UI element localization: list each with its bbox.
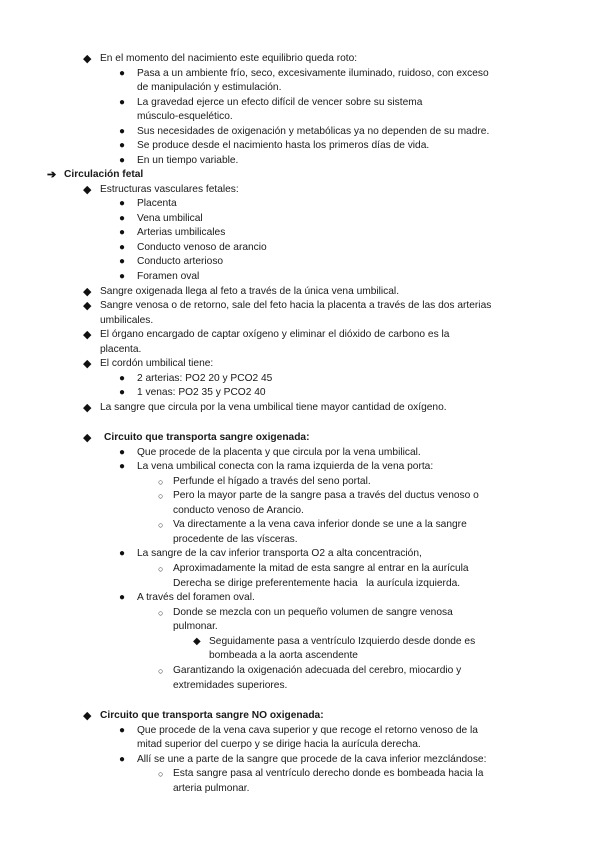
list-item-text: Aproximadamente la mitad de esta sangre al entrar en la aurícula [173, 563, 469, 574]
dot-bullet-icon: ● [119, 155, 126, 166]
list-item-text: Foramen oval [137, 271, 200, 282]
diamond-bullet-icon: ◆ [83, 402, 92, 414]
dot-bullet-icon: ● [119, 548, 126, 559]
list-item [0, 547, 600, 561]
arrow-right-icon: ➔ [47, 169, 57, 181]
list-item-text: Conducto arterioso [137, 256, 224, 267]
dot-bullet-icon: ● [119, 461, 126, 472]
list-item [0, 212, 600, 226]
circle-bullet-icon: ○ [158, 491, 164, 501]
list-item [0, 767, 600, 781]
list-item-continuation [0, 81, 600, 95]
list-item [0, 67, 600, 81]
dot-bullet-icon: ● [119, 754, 126, 765]
list-item-text: La sangre que circula por la vena umbilical tiene mayor cantidad de oxígeno. [100, 402, 447, 413]
list-item [0, 139, 600, 153]
list-item-text: Estructuras vasculares fetales: [100, 184, 239, 195]
diamond-bullet-icon: ◆ [83, 53, 92, 65]
list-item-text: umbilicales. [100, 315, 154, 326]
list-item-text: Vena umbilical [137, 213, 203, 224]
dot-bullet-icon: ● [119, 213, 126, 224]
list-item-continuation [0, 620, 600, 634]
dot-bullet-icon: ● [119, 387, 126, 398]
list-item-text: Conducto venoso de arancio [137, 242, 267, 253]
diamond-bullet-icon: ◆ [83, 710, 92, 722]
dot-bullet-icon: ● [119, 256, 126, 267]
list-item-continuation [0, 577, 600, 591]
dot-bullet-icon: ● [119, 68, 126, 79]
section-heading [0, 168, 600, 182]
diamond-bullet-icon: ◆ [83, 432, 92, 444]
list-item-text: 2 arterias: PO2 20 y PCO2 45 [137, 373, 273, 384]
list-item-text: Garantizando la oxigenación adecuada del cerebro, miocardio y [173, 665, 462, 676]
list-item-text: El órgano encargado de captar oxígeno y eliminar el dióxido de carbono es la [100, 329, 450, 340]
list-item-text: Que procede de la placenta y que circula por la vena umbilical. [137, 447, 421, 458]
list-item-continuation [0, 343, 600, 357]
list-item [0, 664, 600, 678]
list-item-text: Sangre oxigenada llega al feto a través de la única vena umbilical. [100, 286, 400, 297]
list-item [0, 357, 600, 371]
dot-bullet-icon: ● [119, 242, 126, 253]
diamond-bullet-icon: ◆ [83, 358, 92, 370]
list-item [0, 401, 600, 415]
list-item-continuation [0, 314, 600, 328]
diamond-bullet-icon: ◆ [83, 184, 92, 196]
diamond-bullet-icon: ◆ [83, 329, 92, 341]
list-item-text: Que procede de la vena cava superior y que recoge el retorno venoso de la [137, 725, 478, 736]
dot-bullet-icon: ● [119, 126, 126, 137]
list-item-text: Sus necesidades de oxigenación y metabólicas ya no dependen de su madre. [137, 126, 490, 137]
list-item [0, 183, 600, 197]
list-item-text: Va directamente a la vena cava inferior donde se une a la sangre [173, 519, 467, 530]
list-item [0, 606, 600, 620]
list-item-text: A través del foramen oval. [137, 592, 255, 603]
list-item-text: Pasa a un ambiente frío, seco, excesivamente iluminado, ruidoso, con exceso [137, 68, 489, 79]
dot-bullet-icon: ● [119, 198, 126, 209]
list-item-text: de manipulación y estimulación. [137, 82, 282, 93]
list-item [0, 96, 600, 110]
list-item-text: Seguidamente pasa a ventrículo Izquierdo desde donde es [209, 636, 476, 647]
list-item-text: Perfunde el hígado a través del seno portal. [173, 476, 371, 487]
list-item-text: procedente de las vísceras. [173, 534, 298, 545]
dot-bullet-icon: ● [119, 592, 126, 603]
list-item [0, 328, 600, 342]
circle-bullet-icon: ○ [158, 666, 164, 676]
circle-bullet-icon: ○ [158, 769, 164, 779]
list-item [0, 270, 600, 284]
list-item-continuation [0, 649, 600, 663]
list-item-text: Esta sangre pasa al ventrículo derecho donde es bombeada hacia la [173, 768, 484, 779]
list-item-text: La sangre de la cav inferior transporta O2 a alta concentración, [137, 548, 422, 559]
list-item-text: Arterias umbilicales [137, 227, 226, 238]
list-item [0, 475, 600, 489]
list-item-text: mitad superior del cuerpo y se dirige hacia la aurícula derecha. [137, 739, 421, 750]
list-item [0, 635, 600, 649]
list-item-text: conducto venoso de Arancio. [173, 505, 304, 516]
list-item-text: bombeada a la aorta ascendente [209, 650, 358, 661]
dot-bullet-icon: ● [119, 447, 126, 458]
list-item [0, 154, 600, 168]
dot-bullet-icon: ● [119, 373, 126, 384]
list-item [0, 386, 600, 400]
circle-bullet-icon: ○ [158, 520, 164, 530]
list-item-text: En un tiempo variable. [137, 155, 239, 166]
list-item-continuation [0, 738, 600, 752]
section-heading [0, 431, 600, 445]
dot-bullet-icon: ● [119, 140, 126, 151]
list-item [0, 753, 600, 767]
list-item-text: Placenta [137, 198, 177, 209]
list-item [0, 226, 600, 240]
list-item [0, 489, 600, 503]
list-item [0, 460, 600, 474]
list-item [0, 255, 600, 269]
list-item [0, 591, 600, 605]
dot-bullet-icon: ● [119, 97, 126, 108]
list-item [0, 285, 600, 299]
list-item [0, 446, 600, 460]
list-item-text: En el momento del nacimiento este equilibrio queda roto: [100, 53, 358, 64]
dot-bullet-icon: ● [119, 725, 126, 736]
diamond-bullet-icon: ◆ [83, 300, 92, 312]
list-item [0, 518, 600, 532]
list-item-text: Donde se mezcla con un pequeño volumen de sangre venosa [173, 607, 453, 618]
section-heading [0, 709, 600, 723]
list-item [0, 197, 600, 211]
list-item [0, 724, 600, 738]
list-item-text: La gravedad ejerce un efecto difícil de vencer sobre su sistema [137, 97, 423, 108]
list-item-continuation [0, 679, 600, 693]
diamond-bullet-icon: ◆ [83, 286, 92, 298]
list-item-text: La vena umbilical conecta con la rama izquierda de la vena porta: [137, 461, 434, 472]
list-item-text: 1 venas: PO2 35 y PCO2 40 [137, 387, 266, 398]
dot-bullet-icon: ● [119, 227, 126, 238]
circle-bullet-icon: ○ [158, 608, 164, 618]
list-item [0, 241, 600, 255]
list-item [0, 299, 600, 313]
list-item-continuation [0, 782, 600, 796]
circle-bullet-icon: ○ [158, 564, 164, 574]
list-item-text: extremidades superiores. [173, 680, 288, 691]
list-item [0, 562, 600, 576]
list-item-text: Se produce desde el nacimiento hasta los primeros días de vida. [137, 140, 430, 151]
list-item-text: músculo-esquelético. [137, 111, 233, 122]
section-title: Circuito que transporta sangre oxigenada: [104, 432, 310, 443]
list-item-text: Pero la mayor parte de la sangre pasa a través del ductus venoso o [173, 490, 479, 501]
list-item-text: El cordón umbilical tiene: [100, 358, 214, 369]
list-item [0, 125, 600, 139]
list-item-text: Derecha se dirige preferentemente hacia la aurícula izquierda. [173, 578, 461, 589]
list-item-text: Allí se une a parte de la sangre que procede de la cava inferior mezclándose: [137, 754, 487, 765]
dot-bullet-icon: ● [119, 271, 126, 282]
list-item-continuation [0, 110, 600, 124]
section-title: Circulación fetal [64, 169, 144, 180]
list-item [0, 372, 600, 386]
list-item-continuation [0, 533, 600, 547]
list-item-text: pulmonar. [173, 621, 218, 632]
diamond-bullet-icon: ◆ [193, 636, 201, 647]
list-item-text: placenta. [100, 344, 142, 355]
list-item [0, 52, 600, 66]
list-item-continuation [0, 504, 600, 518]
list-item-text: Sangre venosa o de retorno, sale del feto hacia la placenta a través de las dos arterias [100, 300, 492, 311]
circle-bullet-icon: ○ [158, 477, 164, 487]
section-title: Circuito que transporta sangre NO oxigenada: [100, 710, 324, 721]
list-item-text: arteria pulmonar. [173, 783, 250, 794]
